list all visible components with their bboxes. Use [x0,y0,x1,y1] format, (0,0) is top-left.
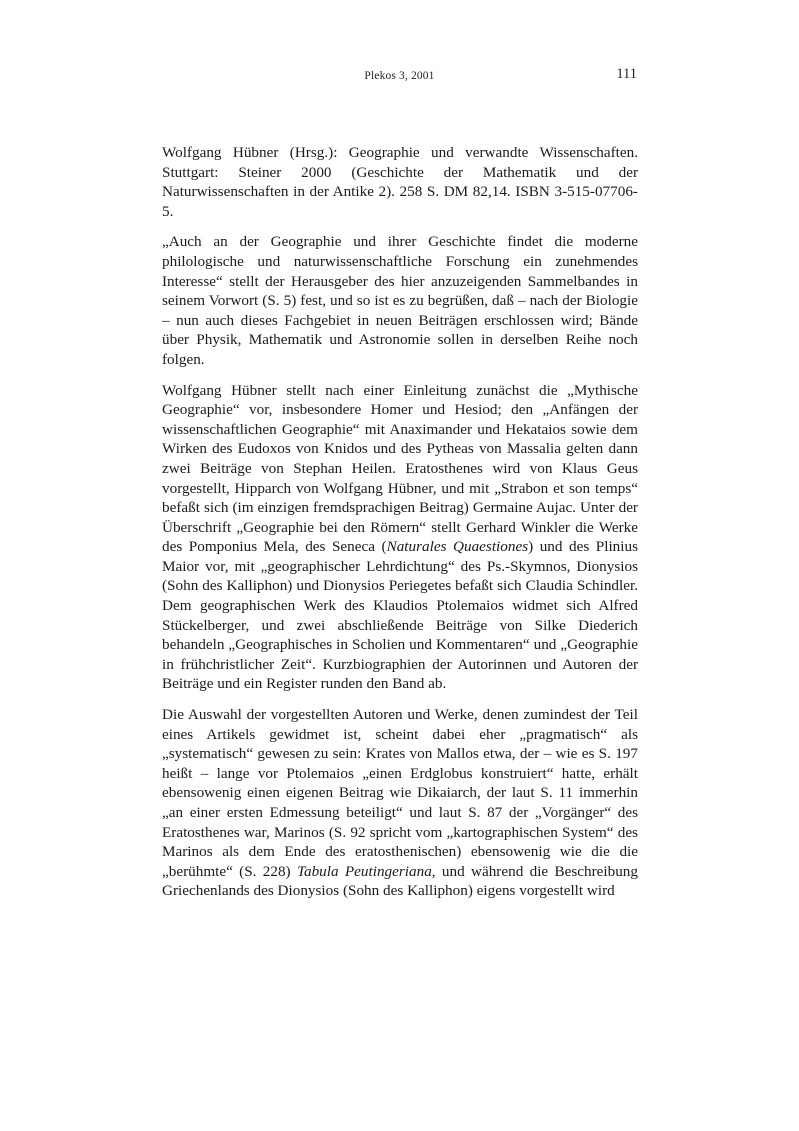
italic-work-title: Naturales Quaestiones [386,538,529,556]
paragraph-1: „Auch an der Geographie und ihrer Geschichte findet die moderne philologische und naturwissenschaftliche Forschung ein zunehmendes Interesse“ stellt der Herausgeber des hier anzuzeigenden Sammelbandes in seinem Vorwort (S. 5) fest, und so ist es zu begrüßen, daß – nach der Biologie – nun auch dieses Fachgebiet in neuen Beiträgen erschlossen wird; Bände über Physik, Mathematik und Astronomie sollen in derselben Reihe noch folgen. [162,233,638,368]
page-header [162,66,637,90]
text-column [162,143,638,901]
page-number: 111 [616,66,637,82]
paragraph-2: Wolfgang Hübner stellt nach einer Einleitung zunächst die „Mythische Geographie“ vor, insbesondere Homer und Hesiod; den „Anfängen der wissenschaftlichen Geographie“ mit Anaximander und Hekataios sowie dem Wirken des Eudoxos von Knidos und des Pytheas von Massalia gelten dann zwei Beiträge von Stephan Heilen. Eratosthenes wird von Klaus Geus vorgestellt, Hipparch von Wolfgang Hübner, und mit „Strabon et son temps“ befaßt sich (im einzigen fremdsprachigen Beitrag) Germaine Aujac. Unter der Überschrift „Geographie bei den Römern“ stellt Gerhard Winkler die Werke des Pomponius Mela, des Seneca (Naturales Quaestiones) und des Plinius Maior vor, mit „geographischer Lehrdichtung“ des Ps.-Skymnos, Dionysios (Sohn des Kalliphon) und Dionysios Periegetes befaßt sich Claudia Schindler. Dem geographischen Werk des Klaudios Ptolemaios widmet sich Alfred Stückelberger, und zwei abschließende Beiträge von Silke Diederich behandeln „Geographisches in Scholien und Kommentaren“ und „Geographie in frühchristlicher Zeit“. Kurzbiographien der Autorinnen und Autoren der Beiträge und ein Register runden den Band ab. [162,381,638,693]
running-head: Plekos 3, 2001 [364,70,435,82]
bibliographic-citation: Wolfgang Hübner (Hrsg.): Geographie und verwandte Wissenschaften. Stuttgart: Steiner 2000 (Geschichte der Mathematik und der Naturwissenschaften in der Antike 2). 258 S. DM 82,14. ISBN 3-515-07706-5. [162,144,638,220]
paragraph-3: Die Auswahl der vorgestellten Autoren und Werke, denen zumindest der Teil eines Artikels gewidmet ist, scheint dabei eher „pragmatisch“ als „systematisch“ gewesen zu sein: Krates von Mallos etwa, der – wie es S. 197 heißt – lange vor Ptolemaios „einen Erdglobus konstruiert“ hatte, erhält ebensowenig einen eigenen Beitrag wie Dikaiarch, der laut S. 11 immerhin „an einer ersten Edmessung beteiligt“ und laut S. 87 der „Vorgänger“ des Eratosthenes war, Marinos (S. 92 spricht vom „kartographischen System“ des Marinos als dem Ende des eratosthenischen) ebensowenig wie die die „berühmte“ (S. 228) Tabula Peutingeriana, und während die Beschreibung Griechenlands des Dionysios (Sohn des Kalliphon) eigens vorgestellt wird [162,706,638,900]
italic-work-title: Tabula Peutingeriana [296,862,432,880]
